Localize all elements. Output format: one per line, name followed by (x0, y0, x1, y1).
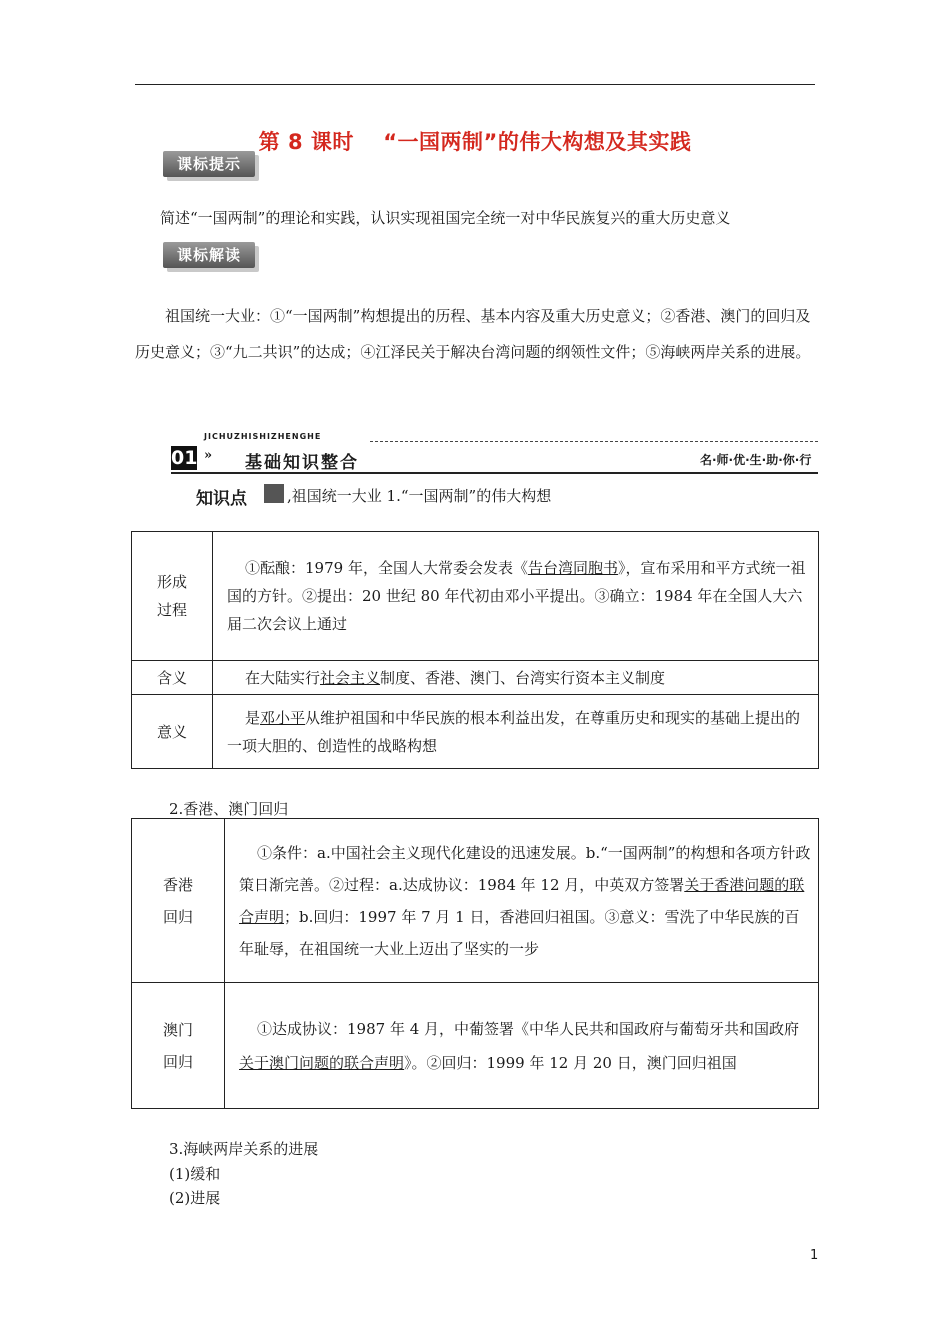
section-slogan: 名·师·优·生·助·你·行 (700, 453, 812, 467)
table-row (132, 983, 819, 1109)
knowledge-point-text: ,祖国统一大业 1.“一国两制”的伟大构想 (287, 487, 552, 505)
banner-dashed-line (370, 441, 818, 442)
table-hk-macau-return (131, 818, 819, 1109)
banner-rule (171, 472, 818, 474)
section-heading: 基础知识整合 (245, 453, 359, 473)
lesson-title: 第 8 课时 “一国两制”的伟大构想及其实践 (258, 130, 692, 154)
row-body: ①达成协议：1987 年 4 月，中葡签署《中华人民共和国政府与葡萄牙共和国政府关于澳门问题的联合声明》。②回归：1999 年 12 月 20 日，澳门回归祖国 (225, 983, 819, 1109)
table-row (132, 532, 819, 661)
badge-standard-reading: 课标解读 (163, 242, 255, 268)
section-2-heading: 2.香港、澳门回归 (169, 800, 289, 818)
table-row (132, 695, 819, 769)
badge-standard-hint: 课标提示 (163, 151, 255, 177)
square-marker-icon (264, 484, 284, 503)
row-body: 是邓小平从维护祖国和中华民族的根本利益出发，在尊重历史和现实的基础上提出的一项大胆的、创造性的战略构想 (213, 695, 819, 769)
row-head: 含义 (132, 661, 213, 695)
list-item: (1)缓和 (169, 1165, 221, 1183)
reading-text: 祖国统一大业：①“一国两制”构想提出的历程、基本内容及重大历史意义；②香港、澳门的回归及历史意义；③“九二共识”的达成；④江泽民关于解决台湾问题的纲领性文件；⑤海峡两岸关系的进展。 (135, 307, 811, 361)
row-body: ①条件：a.中国社会主义现代化建设的迅速发展。b.“一国两制”的构想和各项方针政策日渐完善。②过程：a.达成协议：1984 年 12 月，中英双方签署关于香港问题的联合声明；b.回归：1997 年 7 月 1 日，香港回归祖国。③意义：雪洗了中华民族的百年耻辱，在祖国统一大业上迈出了坚实的一步 (225, 819, 819, 983)
chevron-right-icon: » (204, 448, 213, 463)
row-head: 澳门 回归 (132, 983, 225, 1109)
section-number-badge: 01 (171, 447, 198, 469)
section-3-heading: 3.海峡两岸关系的进展 (169, 1140, 319, 1158)
intro-text: 简述“一国两制”的理论和实践，认识实现祖国完全统一对中华民族复兴的重大历史意义 (160, 209, 731, 227)
knowledge-point-label: 知识点 (196, 489, 247, 509)
banner-subtitle: JICHUZHISHIZHENGHE (204, 432, 322, 441)
row-head: 意义 (132, 695, 213, 769)
page-number: 1 (810, 1248, 819, 1263)
header-rule (135, 84, 815, 85)
table-row (132, 819, 819, 983)
row-head: 形成 过程 (132, 532, 213, 661)
table-one-country-two-systems (131, 531, 819, 769)
table-row (132, 661, 819, 695)
list-item: (2)进展 (169, 1189, 221, 1207)
row-body: 在大陆实行社会主义制度、香港、澳门、台湾实行资本主义制度 (213, 661, 819, 695)
row-body: ①酝酿：1979 年，全国人大常委会发表《告台湾同胞书》，宣布采用和平方式统一祖国的方针。②提出：20 世纪 80 年代初由邓小平提出。③确立：1984 年在全国人大六届二次会议上通过 (213, 532, 819, 661)
row-head: 香港 回归 (132, 819, 225, 983)
